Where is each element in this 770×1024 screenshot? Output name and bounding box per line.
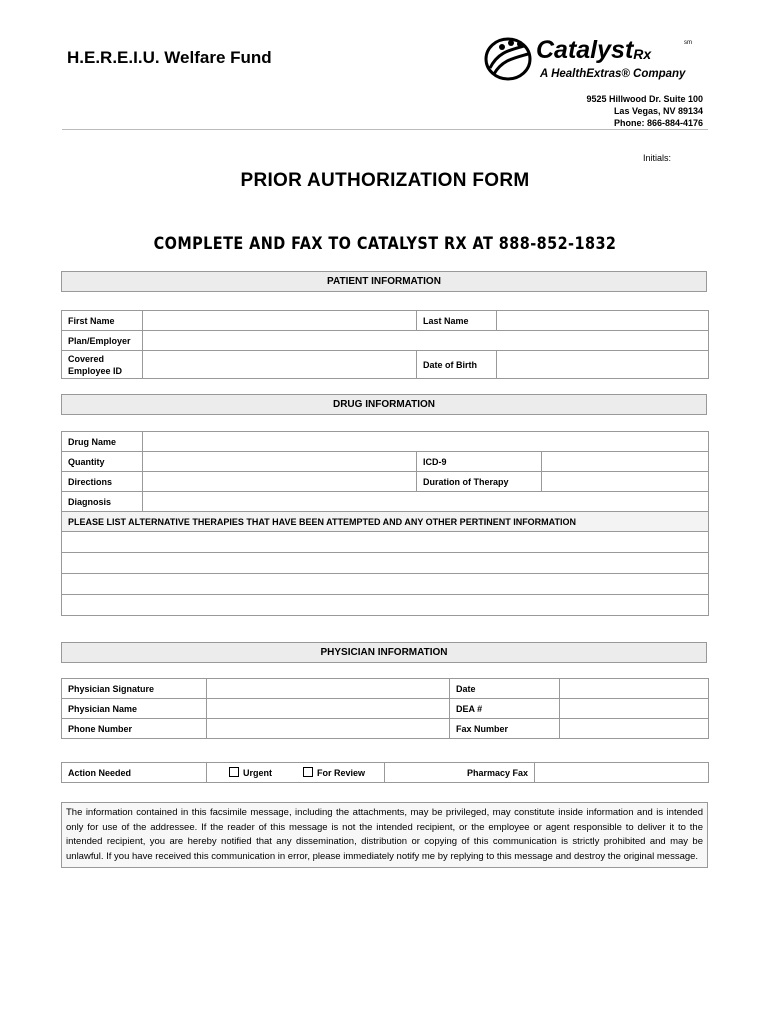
dea-label: DEA #	[450, 699, 560, 719]
patient-table	[61, 310, 709, 379]
checkbox-icon	[303, 767, 313, 777]
initials-label: Initials:	[643, 153, 672, 163]
covered-employee-id-label: Covered Employee ID	[62, 351, 143, 379]
pharmacy-fax-field[interactable]	[535, 763, 709, 783]
table-row	[62, 472, 709, 492]
table-row	[62, 492, 709, 512]
directions-label: Directions	[62, 472, 143, 492]
first-name-label: First Name	[62, 311, 143, 331]
icd9-label: ICD-9	[417, 452, 542, 472]
checkbox-icon	[229, 767, 239, 777]
form-title: PRIOR AUTHORIZATION FORM	[240, 170, 530, 191]
logo-brand: CatalystRx	[536, 36, 652, 64]
plan-employer-field[interactable]	[143, 331, 709, 351]
table-row	[62, 595, 709, 616]
table-row	[62, 331, 709, 351]
for-review-label: For Review	[317, 768, 366, 778]
date-label: Date	[450, 679, 560, 699]
table-row	[62, 452, 709, 472]
table-row	[62, 719, 709, 739]
urgent-checkbox[interactable]	[229, 768, 272, 778]
table-row	[62, 699, 709, 719]
drug-name-label: Drug Name	[62, 432, 143, 452]
physician-section-header: PHYSICIAN INFORMATION	[61, 642, 707, 663]
phone-number-field[interactable]	[207, 719, 450, 739]
table-row	[62, 574, 709, 595]
physician-table	[61, 678, 709, 739]
alt-therapies-label: PLEASE LIST ALTERNATIVE THERAPIES THAT HAVE BEEN ATTEMPTED AND ANY OTHER PERTINENT INFORMATION	[62, 512, 709, 532]
logo-tagline: A HealthExtras® Company	[540, 68, 686, 80]
drug-name-field[interactable]	[143, 432, 709, 452]
phone-number-label: Phone Number	[62, 719, 207, 739]
first-name-field[interactable]	[143, 311, 417, 331]
logo-swoosh-icon	[486, 39, 530, 79]
table-row	[62, 553, 709, 574]
alt-therapies-line-2[interactable]	[62, 553, 709, 574]
covered-employee-id-field[interactable]	[143, 351, 417, 379]
diagnosis-field[interactable]	[143, 492, 709, 512]
dea-field[interactable]	[560, 699, 709, 719]
catalyst-rx-logo	[484, 32, 706, 84]
physician-name-label: Physician Name	[62, 699, 207, 719]
drug-section-header: DRUG INFORMATION	[61, 394, 707, 415]
alt-therapies-line-4[interactable]	[62, 595, 709, 616]
physician-name-field[interactable]	[207, 699, 450, 719]
plan-employer-label: Plan/Employer	[62, 331, 143, 351]
date-field[interactable]	[560, 679, 709, 699]
physician-signature-label: Physician Signature	[62, 679, 207, 699]
drug-table	[61, 431, 709, 616]
diagnosis-label: Diagnosis	[62, 492, 143, 512]
logo-service-mark: sm	[684, 40, 692, 46]
last-name-label: Last Name	[417, 311, 497, 331]
physician-signature-field[interactable]	[207, 679, 450, 699]
fax-number-field[interactable]	[560, 719, 709, 739]
duration-label: Duration of Therapy	[417, 472, 542, 492]
org-name: H.E.R.E.I.U. Welfare Fund	[67, 48, 272, 67]
icd9-field[interactable]	[542, 452, 709, 472]
table-row	[62, 532, 709, 553]
for-review-checkbox[interactable]	[303, 768, 365, 778]
form-subtitle: COMPLETE AND FAX TO CATALYST RX AT 888-852-1832	[153, 234, 617, 254]
alt-therapies-line-1[interactable]	[62, 532, 709, 553]
table-row	[62, 432, 709, 452]
table-row	[62, 512, 709, 532]
action-table	[61, 762, 709, 783]
dob-field[interactable]	[497, 351, 709, 379]
address-line-2: Las Vegas, NV 89134	[613, 106, 703, 116]
directions-field[interactable]	[143, 472, 417, 492]
fax-number-label: Fax Number	[450, 719, 560, 739]
urgent-label: Urgent	[243, 768, 272, 778]
table-row	[62, 311, 709, 331]
address-line-1: 9525 Hillwood Dr. Suite 100	[586, 94, 703, 104]
phone-line: Phone: 866-884-4176	[613, 118, 703, 128]
quantity-field[interactable]	[143, 452, 417, 472]
table-row	[62, 763, 709, 783]
table-row	[62, 679, 709, 699]
patient-section-header: PATIENT INFORMATION	[61, 271, 707, 292]
last-name-field[interactable]	[497, 311, 709, 331]
confidentiality-notice: The information contained in this facsimile message, including the attachments, may be privileged, may constitute inside information and is intended only for use of the addressee. If the reader of this message is not the intended recipient, or the employee or agent responsible to deliver it to the intended recipient, you are hereby notified that any dissemination, distribution or copying of this communication is strictly prohibited and may be unlawful. If you have received this communication in error, please immediately notify me by replying to this message and destroy the original message.	[61, 802, 708, 868]
table-row	[62, 351, 709, 379]
alt-therapies-line-3[interactable]	[62, 574, 709, 595]
pharmacy-fax-label: Pharmacy Fax	[385, 763, 535, 783]
header-divider	[62, 129, 708, 130]
quantity-label: Quantity	[62, 452, 143, 472]
action-needed-label: Action Needed	[62, 763, 207, 783]
dob-label: Date of Birth	[417, 351, 497, 379]
duration-field[interactable]	[542, 472, 709, 492]
